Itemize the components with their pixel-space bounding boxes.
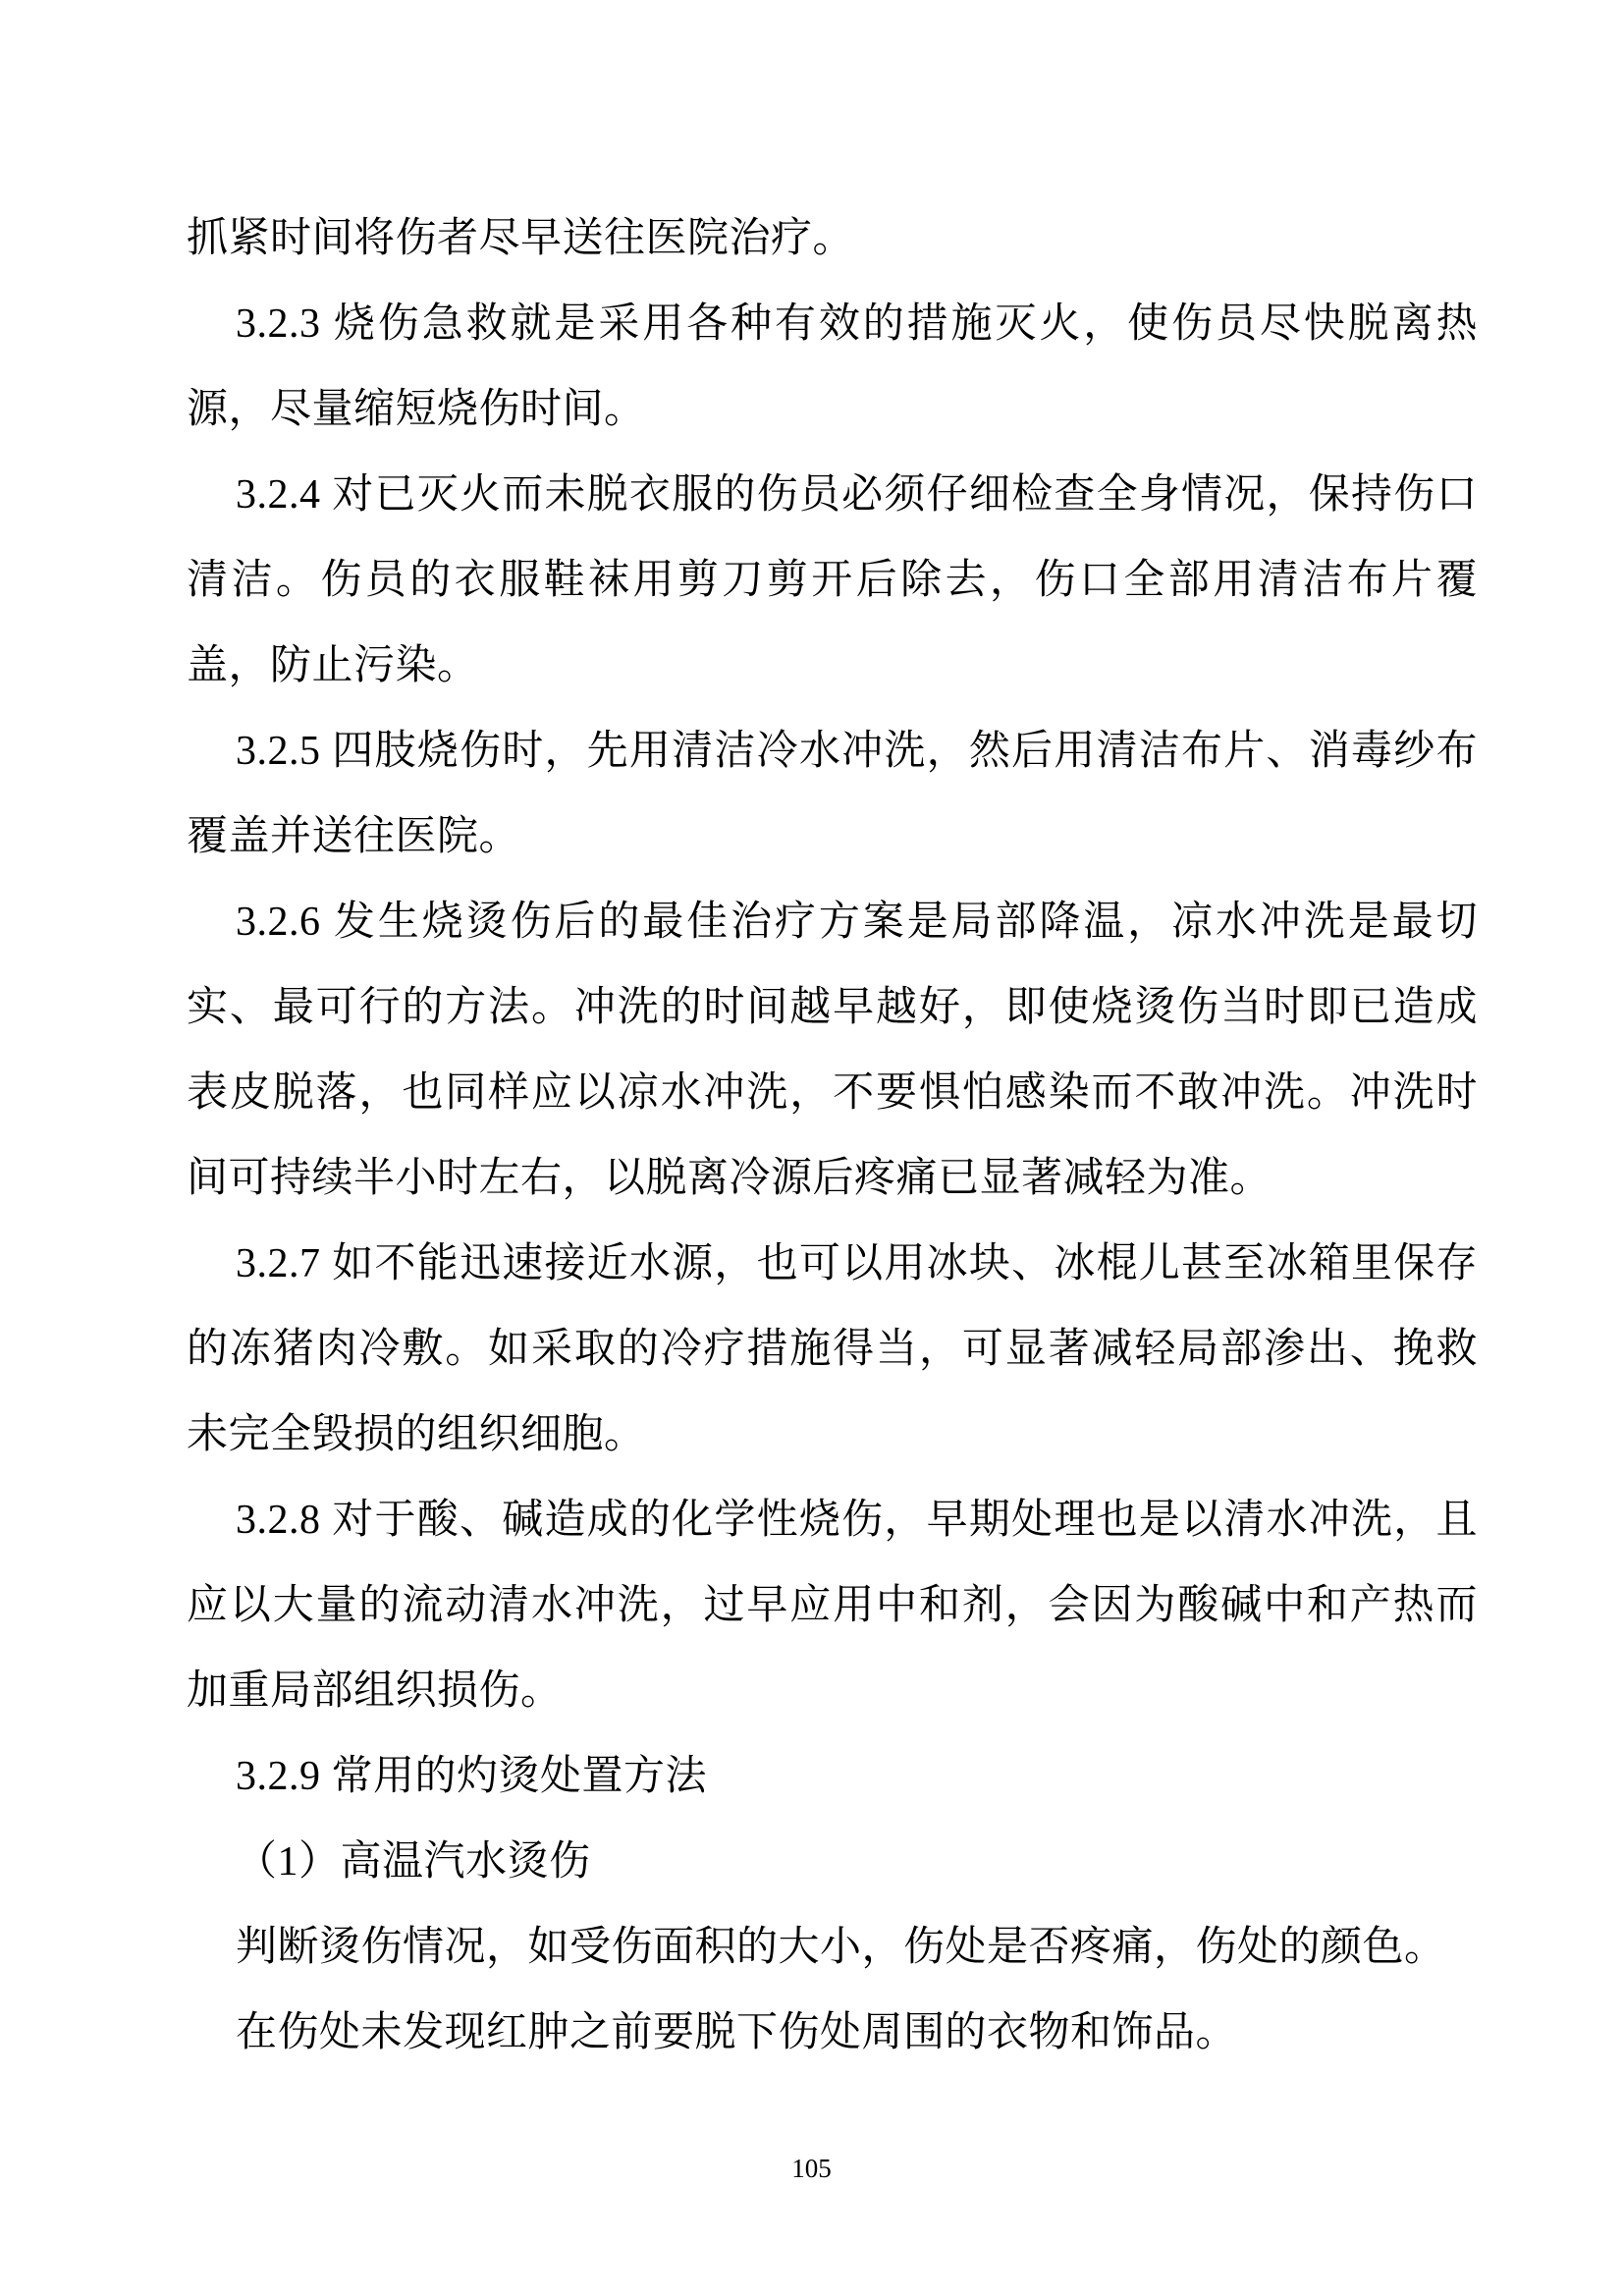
paragraph: 3.2.5 四肢烧伤时，先用清洁冷水冲洗，然后用清洁布片、消毒纱布覆盖并送往医院。 xyxy=(187,729,1478,859)
page-number: 105 xyxy=(791,2154,832,2183)
paragraph: 3.2.6 发生烧烫伤后的最佳治疗方案是局部降温，凉水冲洗是最切实、最可行的方法。冲洗的时间越早越好，即使烧烫伤当时即已造成表皮脱落，也同样应以凉水冲洗，不要惧怕感染而不敢冲洗。冲洗时间可持续半小时左右，以脱离冷源后疼痛已显著减轻为准。 xyxy=(187,900,1478,1201)
paragraph: 3.2.9 常用的灼烫处置方法 xyxy=(236,1754,708,1799)
paragraph: （1）高温汽水烫伤 xyxy=(236,1839,591,1885)
paragraph: 3.2.8 对于酸、碱造成的化学性烧伤，早期处理也是以清水冲洗，且应以大量的流动清水冲洗，过早应用中和剂，会因为酸碱中和产热而加重局部组织损伤。 xyxy=(187,1498,1478,1714)
paragraph: 3.2.3 烧伤急救就是采用各种有效的措施灭火，使伤员尽快脱离热源，尽量缩短烧伤时间。 xyxy=(187,301,1478,432)
paragraph: 抓紧时间将伤者尽早送往医院治疗。 xyxy=(187,216,855,261)
paragraph: 3.2.7 如不能迅速接近水源，也可以用冰块、冰棍儿甚至冰箱里保存的冻猪肉冷敷。如采取的冷疗措施得当，可显著减轻局部渗出、挽救未完全毁损的组织细胞。 xyxy=(187,1241,1478,1457)
paragraph: 在伤处未发现红肿之前要脱下伤处周围的衣物和饰品。 xyxy=(236,2010,1238,2055)
paragraph: 3.2.4 对已灭火而未脱衣服的伤员必须仔细检查全身情况，保持伤口清洁。伤员的衣服鞋袜用剪刀剪开后除去，伤口全部用清洁布片覆盖，防止污染。 xyxy=(187,472,1478,688)
document-body xyxy=(187,196,1478,2076)
paragraph: 判断烫伤情况，如受伤面积的大小，伤处是否疼痛，伤处的颜色。 xyxy=(236,1925,1446,1970)
